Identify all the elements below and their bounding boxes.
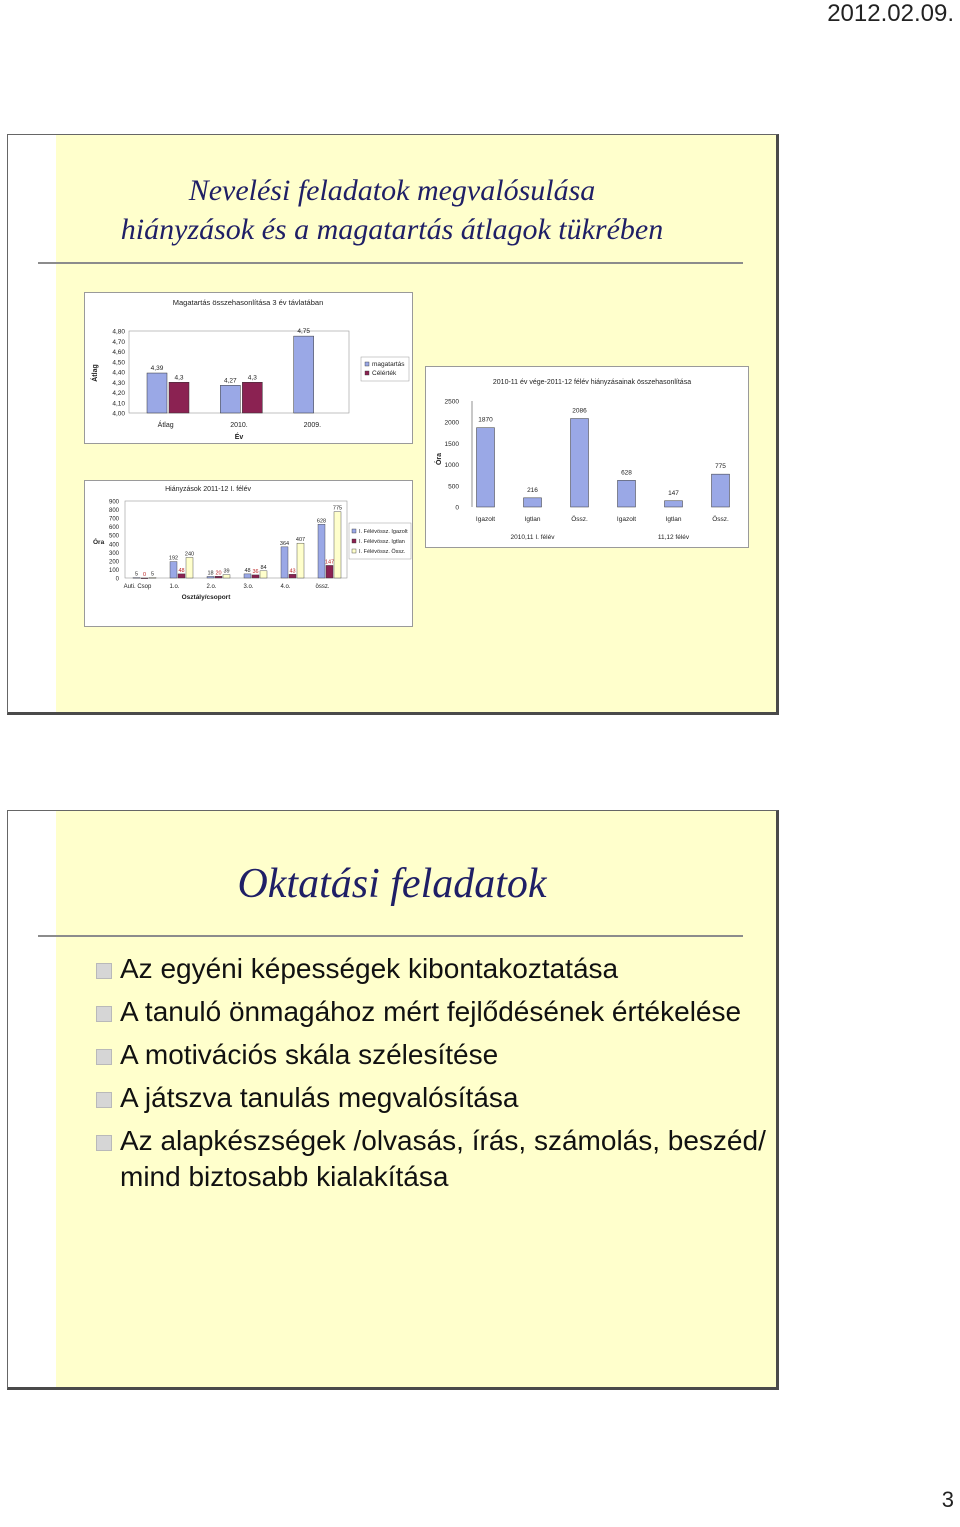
chart-magatartas bbox=[84, 292, 413, 444]
page-number: 3 bbox=[941, 1487, 954, 1512]
slide-title: Oktatási feladatok bbox=[237, 861, 547, 907]
y-tick-label: 4,20 bbox=[112, 390, 125, 397]
bar bbox=[297, 543, 304, 578]
data-label: 48 bbox=[244, 567, 251, 574]
y-tick-label: 700 bbox=[108, 516, 119, 523]
y-tick-label: 2000 bbox=[444, 419, 459, 427]
data-label: 5 bbox=[134, 571, 139, 578]
bar bbox=[294, 336, 314, 413]
data-label: 147 bbox=[668, 489, 679, 497]
legend-swatch bbox=[352, 539, 356, 543]
legend-label: I. Félévössz. Igazolt bbox=[359, 529, 408, 535]
data-label: 4,3 bbox=[247, 374, 257, 382]
bullet-square-icon bbox=[96, 1006, 112, 1022]
y-tick-label: 4,40 bbox=[112, 369, 125, 377]
bar bbox=[215, 576, 222, 578]
bar bbox=[571, 419, 589, 507]
data-label: 18 bbox=[207, 570, 214, 577]
x-tick-label: 2009. bbox=[303, 422, 322, 429]
bullet-square-icon bbox=[96, 1049, 112, 1065]
bullet-square-icon bbox=[96, 963, 112, 979]
chart-title: Hiányzások 2011-12 I. félév bbox=[165, 486, 251, 493]
bar bbox=[170, 562, 177, 578]
slide-title bbox=[48, 171, 736, 249]
chart-title: 2010-11 év vége-2011-12 félév hiányzásainak összehasonlítása bbox=[492, 379, 692, 386]
data-label: 2086 bbox=[572, 407, 587, 415]
legend-swatch bbox=[352, 529, 356, 533]
bullet-text: Az alapkészségek /olvasás, írás, számolás, beszéd/ mind biztosabb kialakítása bbox=[120, 1125, 766, 1192]
bullet-item bbox=[92, 951, 772, 987]
title-divider bbox=[38, 262, 743, 264]
bullet-item bbox=[92, 1037, 772, 1073]
bullet-list bbox=[92, 951, 772, 1202]
bar bbox=[147, 373, 167, 413]
x-tick-label: Átlag bbox=[157, 422, 174, 429]
chart-title: Magatartás összehasonlítása 3 év távlatában bbox=[172, 298, 324, 307]
bullet-item bbox=[92, 994, 772, 1030]
slide-title-line1: Nevelési feladatok megvalósulása bbox=[188, 174, 596, 207]
bar bbox=[477, 428, 495, 507]
bar bbox=[712, 474, 730, 507]
data-label: 5 bbox=[150, 571, 155, 578]
data-label: 216 bbox=[527, 486, 538, 494]
bar bbox=[220, 385, 240, 413]
y-tick-label: 4,10 bbox=[112, 400, 125, 408]
y-tick-label: 400 bbox=[108, 542, 119, 549]
x-tick-label: össz. bbox=[315, 584, 330, 590]
x-axis-label: Osztály/csoport bbox=[181, 594, 231, 601]
bar bbox=[242, 382, 262, 413]
chart-magatartas-svg bbox=[85, 293, 412, 443]
title-divider bbox=[38, 935, 743, 937]
x-tick-label: Igtlan bbox=[665, 516, 682, 523]
data-label: 775 bbox=[332, 505, 343, 512]
chart-osszehasonlitas-svg bbox=[426, 367, 748, 547]
data-label: 775 bbox=[715, 463, 726, 471]
plot-area bbox=[125, 501, 347, 578]
y-tick-label: 100 bbox=[108, 567, 119, 574]
y-tick-label: 800 bbox=[108, 508, 119, 515]
y-tick-label: 4,60 bbox=[112, 349, 125, 356]
y-tick-label: 900 bbox=[108, 499, 119, 506]
legend-swatch bbox=[352, 549, 356, 553]
data-label: 628 bbox=[621, 469, 632, 477]
y-tick-label: 4,50 bbox=[112, 359, 125, 367]
y-tick-label: 200 bbox=[108, 559, 119, 566]
bar bbox=[244, 574, 251, 578]
legend-label: magatartás bbox=[372, 361, 405, 368]
x-group-label: 2010,11 I. félév bbox=[510, 534, 555, 541]
x-tick-label: Igtlan bbox=[524, 516, 541, 523]
data-label: 240 bbox=[184, 551, 195, 558]
bar bbox=[252, 575, 259, 578]
data-label: 4,39 bbox=[150, 365, 164, 373]
x-tick-label: 4.o. bbox=[280, 584, 291, 590]
data-label: 20 bbox=[215, 570, 222, 577]
x-axis-label: Év bbox=[234, 434, 244, 441]
data-label: 48 bbox=[178, 567, 185, 574]
legend-label: I. Félévössz. Össz. bbox=[359, 549, 406, 555]
data-label: 4,27 bbox=[224, 377, 237, 385]
bar bbox=[318, 524, 325, 578]
data-label: 407 bbox=[295, 537, 306, 544]
data-label: 4,75 bbox=[297, 328, 310, 336]
x-tick-label: Össz. bbox=[571, 516, 588, 523]
bar bbox=[169, 382, 189, 413]
bar bbox=[281, 547, 288, 578]
bar bbox=[207, 576, 214, 578]
data-label: 147 bbox=[324, 559, 335, 566]
data-label: 36 bbox=[252, 568, 259, 575]
bar bbox=[289, 574, 296, 578]
data-label: 0 bbox=[142, 572, 147, 578]
y-tick-label: 2500 bbox=[444, 398, 459, 406]
bar bbox=[178, 574, 185, 578]
slide-nevelesi bbox=[7, 134, 779, 715]
data-label: 628 bbox=[316, 518, 327, 525]
bar bbox=[326, 565, 333, 578]
bar bbox=[665, 501, 683, 507]
chart-hianyzasok bbox=[84, 480, 413, 627]
y-tick-label: 500 bbox=[448, 483, 459, 491]
slide-title-line2: hiányzások és a magatartás átlagok tükrében bbox=[120, 213, 664, 246]
y-axis-label: Óra bbox=[93, 539, 105, 546]
bar bbox=[618, 480, 636, 507]
bullet-text: A motivációs skála szélesítése bbox=[120, 1039, 499, 1070]
bullet-item bbox=[92, 1123, 772, 1195]
date-stamp: 2012.02.09. bbox=[827, 0, 954, 27]
data-label: 192 bbox=[168, 555, 179, 562]
y-tick-label: 1500 bbox=[444, 440, 459, 448]
x-tick-label: Igazolt bbox=[475, 516, 496, 523]
y-axis-label: Óra bbox=[436, 452, 443, 466]
x-tick-label: Auti. Csop bbox=[123, 584, 152, 590]
slide-oktatasi bbox=[7, 810, 779, 1390]
bar bbox=[186, 557, 193, 578]
y-tick-label: 1000 bbox=[444, 462, 459, 470]
y-tick-label: 4,00 bbox=[112, 410, 125, 418]
bar bbox=[149, 578, 156, 579]
x-tick-label: Össz. bbox=[712, 516, 729, 523]
chart-hianyzasok-svg bbox=[85, 481, 412, 626]
y-tick-label: 300 bbox=[108, 550, 119, 557]
data-label: 39 bbox=[223, 568, 230, 575]
bar bbox=[141, 578, 148, 579]
x-tick-label: 2.o. bbox=[206, 584, 217, 590]
bar bbox=[524, 498, 542, 507]
bullet-text: A játszva tanulás megvalósítása bbox=[120, 1082, 519, 1113]
data-label: 84 bbox=[260, 564, 267, 571]
y-tick-label: 0 bbox=[455, 504, 459, 512]
bar bbox=[133, 578, 140, 579]
data-label: 43 bbox=[289, 568, 296, 575]
bullet-square-icon bbox=[96, 1092, 112, 1108]
x-tick-label: Igazolt bbox=[616, 516, 637, 523]
x-tick-label: 2010. bbox=[230, 422, 248, 429]
legend-label: Célérték bbox=[372, 370, 397, 377]
bar bbox=[334, 512, 341, 578]
legend-label: I. Félévössz. Igtlan bbox=[359, 539, 405, 545]
data-label: 364 bbox=[279, 540, 290, 547]
bullet-square-icon bbox=[96, 1135, 112, 1151]
y-tick-label: 4,30 bbox=[112, 379, 125, 387]
y-tick-label: 0 bbox=[115, 576, 119, 583]
x-group-label: 11,12 félév bbox=[657, 534, 690, 541]
bullet-text: Az egyéni képességek kibontakoztatása bbox=[120, 953, 619, 984]
y-tick-label: 4,70 bbox=[112, 338, 125, 346]
bar bbox=[260, 571, 267, 578]
y-axis-label: Átlag bbox=[92, 364, 99, 382]
y-tick-label: 600 bbox=[108, 525, 119, 532]
x-tick-label: 1.o. bbox=[169, 584, 180, 590]
x-tick-label: 3.o. bbox=[243, 584, 254, 590]
data-label: 4,3 bbox=[174, 374, 184, 382]
legend-swatch bbox=[365, 371, 369, 375]
y-tick-label: 500 bbox=[108, 533, 119, 540]
chart-osszehasonlitas bbox=[425, 366, 749, 548]
bullet-item bbox=[92, 1080, 772, 1116]
data-label: 1870 bbox=[478, 416, 493, 424]
y-tick-label: 4,80 bbox=[112, 328, 125, 336]
bullet-text: A tanuló önmagához mért fejlődésének értékelése bbox=[120, 996, 742, 1027]
legend-swatch bbox=[365, 362, 369, 366]
bar bbox=[223, 575, 230, 578]
